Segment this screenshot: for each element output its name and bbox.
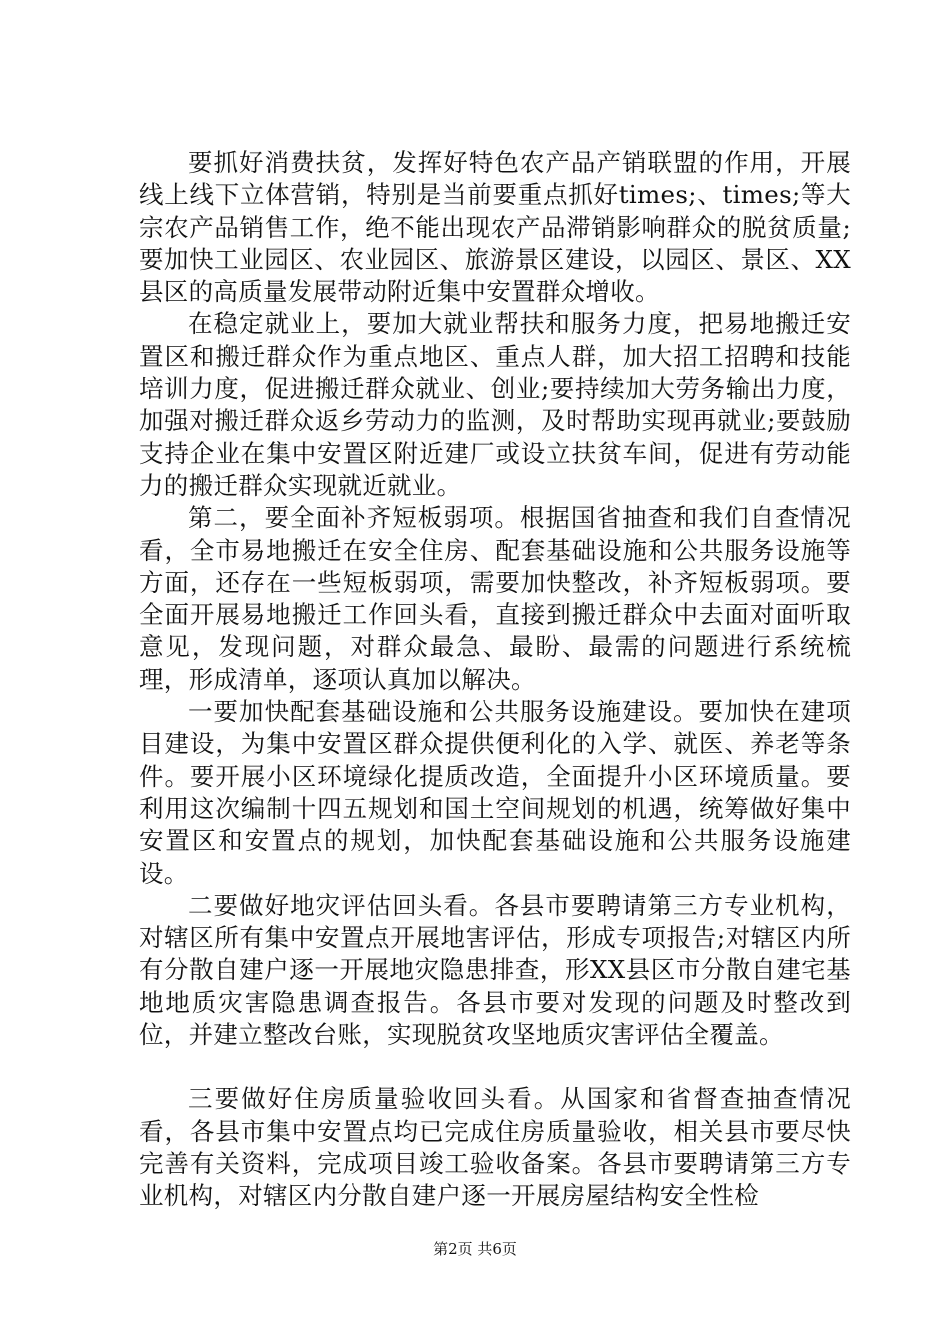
paragraph-infrastructure-construction: 一要加快配套基础设施和公共服务设施建设。要加快在建项目建设，为集中安置区群众提供便利化的入学、就医、养老等条件。要开展小区环境绿化提质改造，全面提升小区环境质量。要利用这次编制十四五规划和国土空间规划的机遇，统筹做好集中安置区和安置点的规划，加快配套基础设施和公共服务设施建设。 [139, 697, 851, 888]
paragraph-geological-disaster-review: 二要做好地灾评估回头看。各县市要聘请第三方专业机构，对辖区所有集中安置点开展地害评估，形成专项报告;对辖区内所有分散自建户逐一开展地灾隐患排查，形XX县区市分散自建宅基地地质灾害隐患调查报告。各县市要对发现的问题及时整改到位，并建立整改台账，实现脱贫攻坚地质灾害评估全覆盖。 [139, 890, 851, 1050]
paragraph-consumption-poverty-alleviation: 要抓好消费扶贫，发挥好特色农产品产销联盟的作用，开展线上线下立体营销，特别是当前要重点抓好times;、times;等大宗农产品销售工作，绝不能出现农产品滞销影响群众的脱贫质量;要加快工业园区、农业园区、旅游景区建设，以园区、景区、XX县区的高质量发展带动附近集中安置群众增收。 [139, 148, 851, 307]
paragraph-stable-employment: 在稳定就业上，要加大就业帮扶和服务力度，把易地搬迁安置区和搬迁群众作为重点地区、重点人群，加大招工招聘和技能培训力度，促进搬迁群众就业、创业;要持续加大劳务输出力度，加强对搬迁群众返乡劳动力的监测，及时帮助实现再就业;要鼓励支持企业在集中安置区附近建厂或设立扶贫车间，促进有劳动能力的搬迁群众实现就近就业。 [139, 309, 851, 500]
document-body [139, 147, 851, 1213]
page-number-footer: 第2页 共6页 [433, 1240, 517, 1258]
paragraph-fill-shortcomings: 第二，要全面补齐短板弱项。根据国省抽查和我们自查情况看，全市易地搬迁在安全住房、配套基础设施和公共服务设施等方面，还存在一些短板弱项，需要加快整改，补齐短板弱项。要全面开展易地搬迁工作回头看，直接到搬迁群众中去面对面听取意见，发现问题，对群众最急、最盼、最需的问题进行系统梳理，形成清单，逐项认真加以解决。 [139, 503, 851, 694]
paragraph-housing-quality-review: 三要做好住房质量验收回头看。从国家和省督查抽查情况看，各县市集中安置点均已完成住房质量验收，相关县市要尽快完善有关资料，完成项目竣工验收备案。各县市要聘请第三方专业机构，对辖区内分散自建户逐一开展房屋结构安全性检 [139, 1084, 851, 1211]
